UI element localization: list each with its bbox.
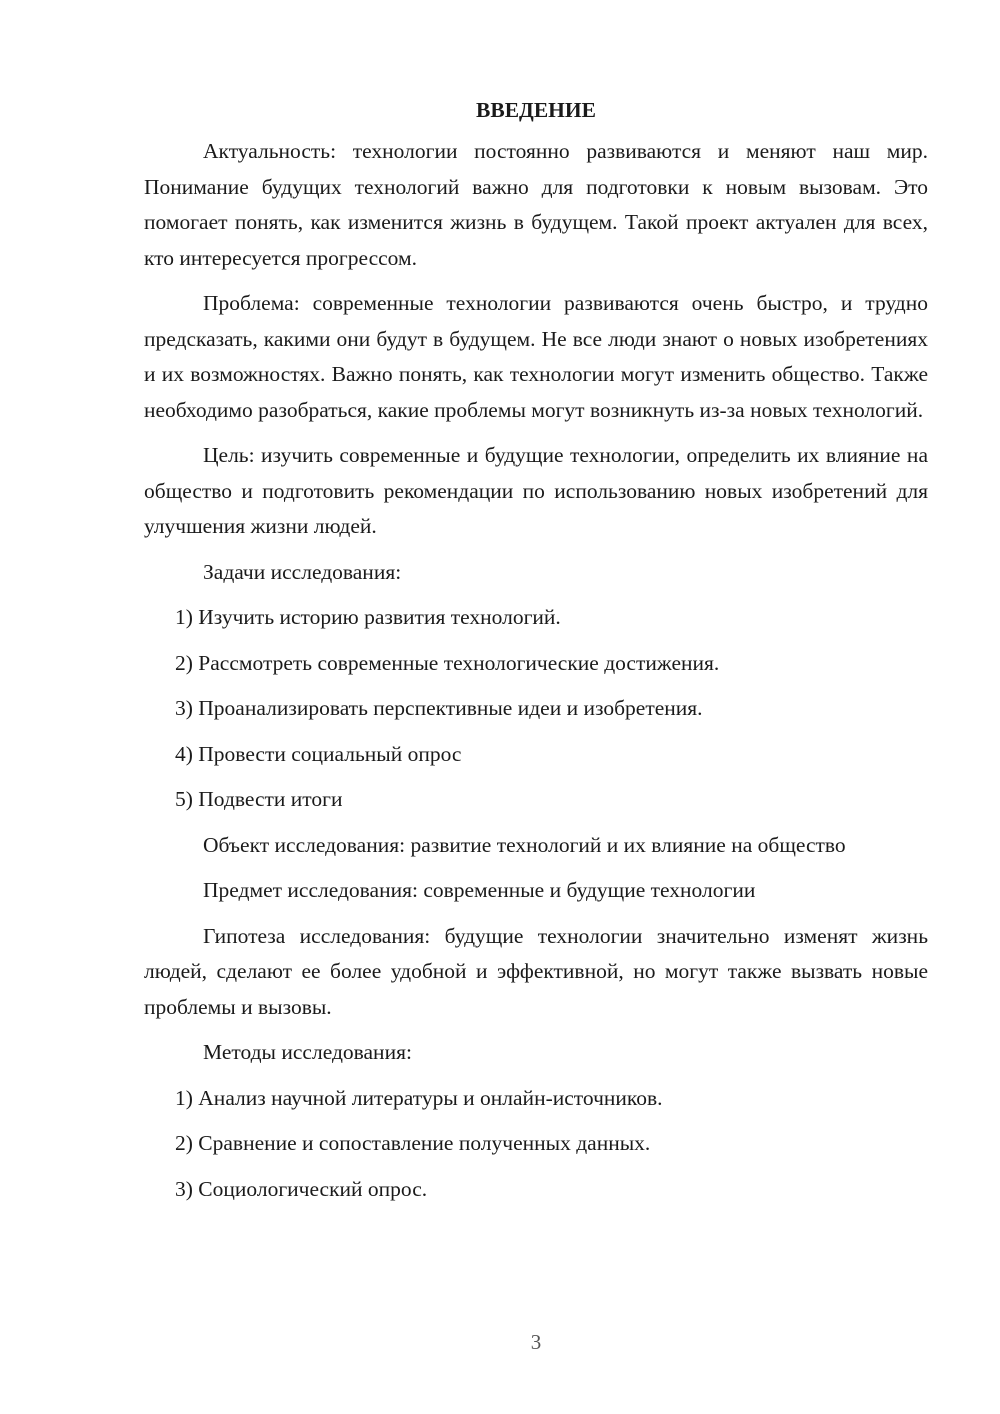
methods-heading: Методы исследования:	[203, 1040, 412, 1064]
list-item: 3) Социологический опрос.	[175, 1176, 428, 1201]
list-item: 4) Провести социальный опрос	[175, 741, 462, 766]
tasks-heading: Задачи исследования:	[203, 559, 402, 584]
page-title: ВВЕДЕНИЕ	[476, 98, 596, 122]
object-paragraph: Объект исследования: развитие технологий и их влияние на общество	[203, 832, 846, 857]
problem-paragraph: Проблема: современные технологии развиваются очень быстро, и трудно предсказать, какими они будут в будущем. Не все люди знают о новых изобретениях и их возможностях. Важно понять, как технологии могут изменить общество. Также необходимо разобраться, какие проблемы могут возникнуть из-за новых технологий.	[144, 291, 928, 422]
hypothesis-paragraph: Гипотеза исследования: будущие технологии значительно изменят жизнь людей, сделают ее более удобной и эффективной, но могут также вызвать новые проблемы и вызовы.	[144, 923, 928, 1019]
list-item: 3) Проанализировать перспективные идеи и изобретения.	[175, 696, 703, 720]
list-item: 2) Сравнение и сопоставление полученных данных.	[175, 1131, 651, 1155]
methods-list	[144, 1081, 928, 1208]
list-item: 5) Подвести итоги	[175, 787, 343, 811]
page-number: 3	[530, 1330, 542, 1354]
goal-paragraph: Цель: изучить современные и будущие технологии, определить их влияние на общество и подготовить рекомендации по использованию новых изобретений для улучшения жизни людей.	[144, 443, 928, 538]
document-page	[144, 92, 928, 1217]
relevance-paragraph: Актуальность: технологии постоянно развиваются и меняют наш мир. Понимание будущих технологий важно для подготовки к новым вызовам. Это помогает понять, как изменится жизнь в будущем. Такой проект актуален для всех, кто интересуется прогрессом.	[144, 139, 928, 270]
list-item: 1) Анализ научной литературы и онлайн-источников.	[175, 1085, 663, 1110]
list-item: 2) Рассмотреть современные технологические достижения.	[175, 650, 720, 675]
tasks-list	[144, 600, 928, 818]
subject-paragraph: Предмет исследования: современные и будущие технологии	[203, 878, 756, 902]
list-item: 1) Изучить историю развития технологий.	[175, 605, 561, 629]
